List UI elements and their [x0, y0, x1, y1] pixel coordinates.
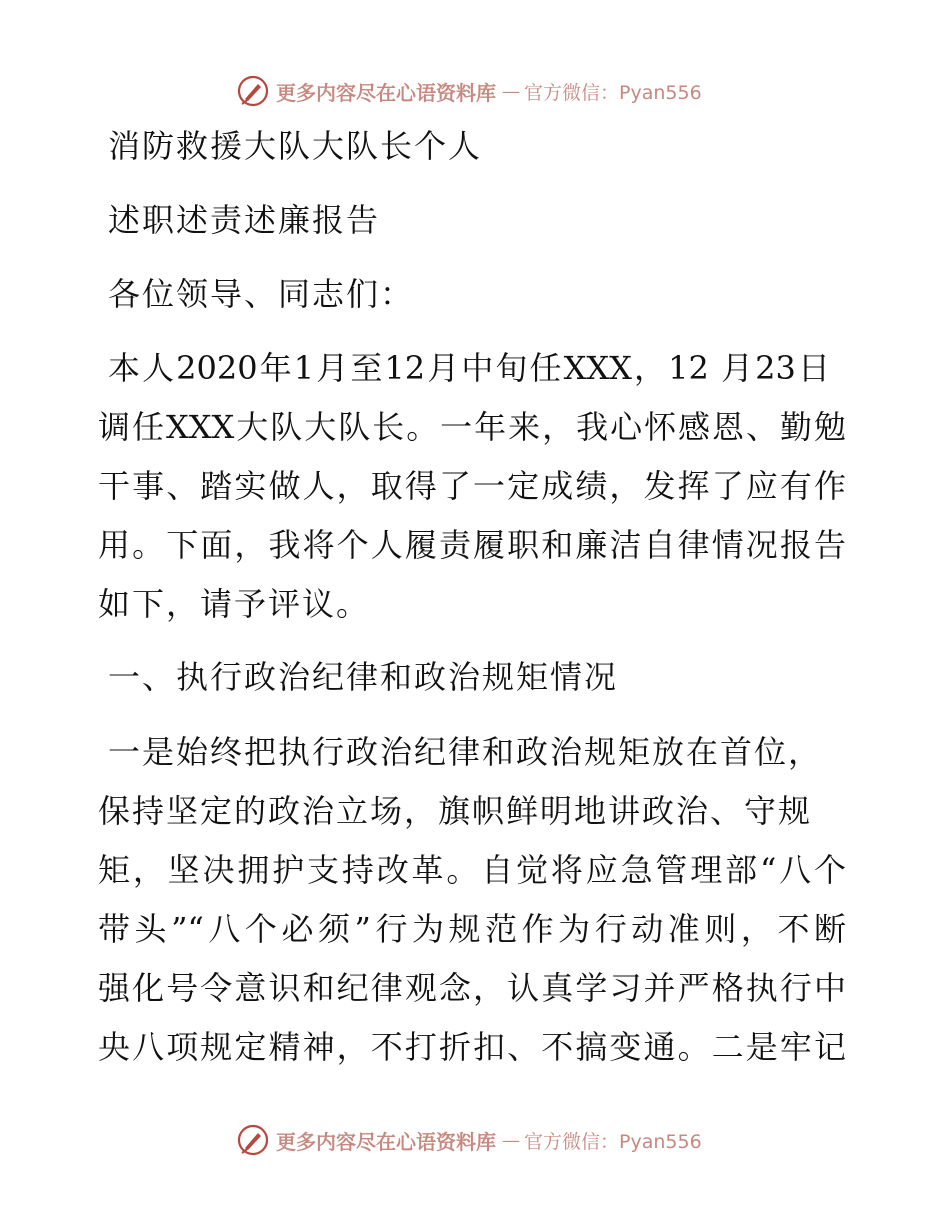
document-title-line-2: 述职述责述廉报告	[108, 201, 381, 239]
paragraph-2-line: 矩，坚决拥护支持改革。自觉将应急管理部“八个	[98, 851, 846, 889]
paragraph-1-line: 用。下面，我将个人履责履职和廉洁自律情况报告	[98, 526, 846, 564]
paragraph-1-line: 本人2020年1月至12月中旬任XXX，12 月23日	[108, 349, 830, 387]
paragraph-1-line: 调任XXX大队大队长。一年来，我心怀感恩、勤勉	[98, 408, 846, 446]
paragraph-1-line: 如下，请予评议。	[98, 585, 371, 623]
salutation: 各位领导、同志们：	[108, 275, 415, 313]
watermark-separator: —	[502, 1129, 518, 1151]
paragraph-2-line: 央八项规定精神，不打折扣、不搞变通。二是牢记	[98, 1028, 846, 1066]
paragraph-2-line: 带头”“八个必须”行为规范作为行动准则，不断	[98, 910, 846, 948]
watermark-separator: —	[502, 80, 518, 102]
watermark-title: 更多内容尽在心语资料库	[276, 1129, 496, 1154]
pen-logo-icon	[236, 1123, 270, 1157]
watermark-wechat: 官方微信：Pyan556	[524, 1130, 702, 1153]
pen-logo-icon	[236, 74, 270, 108]
paragraph-2-line: 一是始终把执行政治纪律和政治规矩放在首位，	[108, 733, 823, 771]
paragraph-2-line: 保持坚定的政治立场，旗帜鲜明地讲政治、守规	[98, 792, 813, 830]
paragraph-2-line: 强化号令意识和纪律观念，认真学习并严格执行中	[98, 969, 846, 1007]
watermark-wechat: 官方微信：Pyan556	[524, 81, 702, 104]
paragraph-1-line: 干事、踏实做人，取得了一定成绩，发挥了应有作	[98, 467, 846, 505]
watermark-banner-bottom	[236, 1122, 702, 1158]
section-heading-1: 一、执行政治纪律和政治规矩情况	[108, 658, 619, 696]
document-title-line-1: 消防救援大队大队长个人	[108, 127, 483, 165]
watermark-banner-top	[236, 73, 702, 109]
watermark-title: 更多内容尽在心语资料库	[276, 80, 496, 105]
